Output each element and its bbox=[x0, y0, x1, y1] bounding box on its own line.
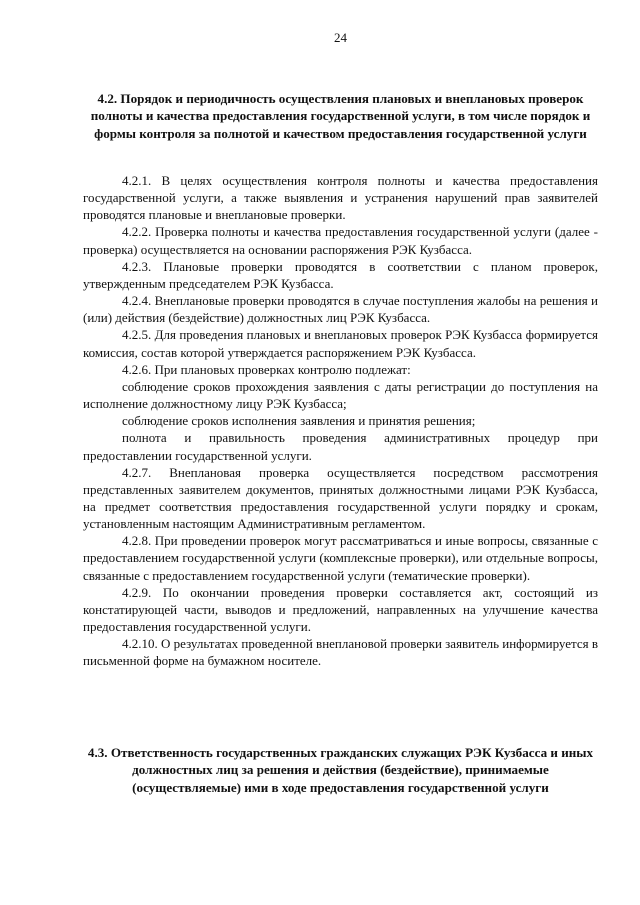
paragraph-4-2-6: 4.2.6. При плановых проверках контролю подлежат: bbox=[122, 361, 411, 377]
paragraph-4-2-8: 4.2.8. При проведении проверок могут рассматриваться и иные вопросы, связанные с предоставлением государственной услуги (комплексные проверки), или отдельные вопросы, связанные с предоставлением государственной услуги (тематические проверки). bbox=[83, 533, 598, 583]
paragraph-4-2-2: 4.2.2. Проверка полноты и качества предоставления государственной услуги (далее - проверка) осуществляется на основании распоряжения РЭК Кузбасса. bbox=[83, 224, 598, 257]
paragraph-4-2-9: 4.2.9. По окончании проведения проверки составляется акт, состоящий из констатирующей части, выводов и предложений, направленных на улучшение качества предоставления государственной услуги. bbox=[83, 584, 598, 635]
list-item-deadlines-decision: соблюдение сроков исполнения заявления и принятия решения; bbox=[122, 413, 476, 429]
section-4-2-heading: 4.2. Порядок и периодичность осуществления плановых и внеплановых проверок полноты и качества предоставления государственной услуги, в том числе порядок и формы контроля за полнотой и качеством предоставления государственной услуги bbox=[90, 91, 591, 141]
list-item-deadlines-registration: соблюдение сроков прохождения заявления с даты регистрации до поступления на исполнение должностному лицу РЭК Кузбасса; bbox=[83, 378, 598, 412]
section-4-3-heading: 4.3. Ответственность государственных гражданских служащих РЭК Кузбасса и иных должностных лиц за решения и действия (бездействие), принимаемые (осуществляемые) ими в ходе предоставления государственной услуги bbox=[87, 745, 594, 795]
paragraph-4-2-3: 4.2.3. Плановые проверки проводятся в соответствии с планом проверок, утвержденным председателем РЭК Кузбасса. bbox=[83, 258, 598, 291]
paragraph-4-2-1: 4.2.1. В целях осуществления контроля полноты и качества предоставления государственной услуги, а также выявления и устранения нарушений прав заявителей проводятся плановые и внеплановые проверки. bbox=[83, 173, 598, 223]
list-item-procedures: полнота и правильность проведения административных процедур при предоставлении государственной услуги. bbox=[83, 430, 598, 463]
paragraph-4-2-7: 4.2.7. Внеплановая проверка осуществляется посредством рассмотрения представленных заявителем документов, принятых должностными лицами РЭК Кузбасса, на предмет соответствия предоставления государственной услуги порядку и срокам, установленным настоящим Административным регламентом. bbox=[83, 464, 598, 532]
paragraph-4-2-5: 4.2.5. Для проведения плановых и внеплановых проверок РЭК Кузбасса формируется комиссия, состав которой утверждается распоряжением РЭК Кузбасса. bbox=[83, 327, 598, 360]
page-number: 24 bbox=[334, 30, 347, 45]
paragraph-4-2-4: 4.2.4. Внеплановые проверки проводятся в случае поступления жалобы на решения и (или) действия (бездействие) должностных лиц РЭК Кузбасса. bbox=[83, 293, 598, 326]
paragraph-4-2-10: 4.2.10. О результатах проведенной внеплановой проверки заявитель информируется в письменной форме на бумажном носителе. bbox=[83, 636, 598, 669]
section-4-2-body bbox=[83, 172, 598, 670]
